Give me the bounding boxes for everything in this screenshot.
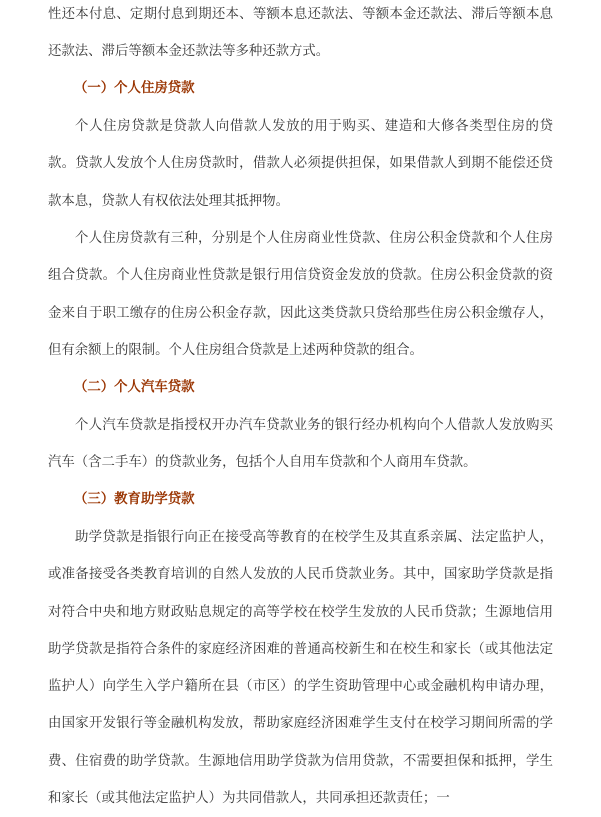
- education-loan-paragraph-1: 助学贷款是指银行向正在接受高等教育的在校学生及其直系亲属、法定监护人，或准备接受各类教育培训的自然人发放的人民币贷款业务。其中，国家助学贷款是指对符合中央和地方财政贴息规定的高等学校在校学生发放的人民币贷款；生源地信用助学贷款是指符合条件的家庭经济困难的普通高校新生和在校生和家长（或其他法定监护人）向学生入学户籍所在县（市区）的学生资助管理中心或金融机构申请办理，由国家开发银行等金融机构发放，帮助家庭经济困难学生支付在校学习期间所需的学费、住宿费的助学贷款。生源地信用助学贷款为信用贷款，不需要担保和抵押，学生和家长（或其他法定监护人）为共同借款人，共同承担还款责任；一: [48, 530, 553, 807]
- section-heading-auto-loan: （二）个人汽车贷款: [74, 380, 195, 395]
- section-heading-education-loan: （三）教育助学贷款: [74, 492, 195, 507]
- auto-loan-paragraph-1: 个人汽车贷款是指授权开办汽车贷款业务的银行经办机构向个人借款人发放购买汽车（含二手车）的贷款业务，包括个人自用车贷款和个人商用车贷款。: [48, 418, 553, 471]
- section-heading-housing-loan: （一）个人住房贷款: [74, 81, 195, 96]
- intro-paragraph-tail: 性还本付息、定期付息到期还本、等额本息还款法、等额本金还款法、滞后等额本息还款法、滞后等额本金还款法等多种还款方式。: [48, 7, 553, 60]
- housing-loan-paragraph-1: 个人住房贷款是贷款人向借款人发放的用于购买、建造和大修各类型住房的贷款。贷款人发放个人住房贷款时，借款人必须提供担保，如果借款人到期不能偿还贷款本息，贷款人有权依法处理其抵押物。: [48, 119, 553, 209]
- housing-loan-paragraph-2: 个人住房贷款有三种，分别是个人住房商业性贷款、住房公积金贷款和个人住房组合贷款。个人住房商业性贷款是银行用信贷资金发放的贷款。住房公积金贷款的资金来自于职工缴存的住房公积金存款，因此这类贷款只贷给那些住房公积金缴存人，但有余额上的限制。个人住房组合贷款是上述两种贷款的组合。: [48, 231, 553, 358]
